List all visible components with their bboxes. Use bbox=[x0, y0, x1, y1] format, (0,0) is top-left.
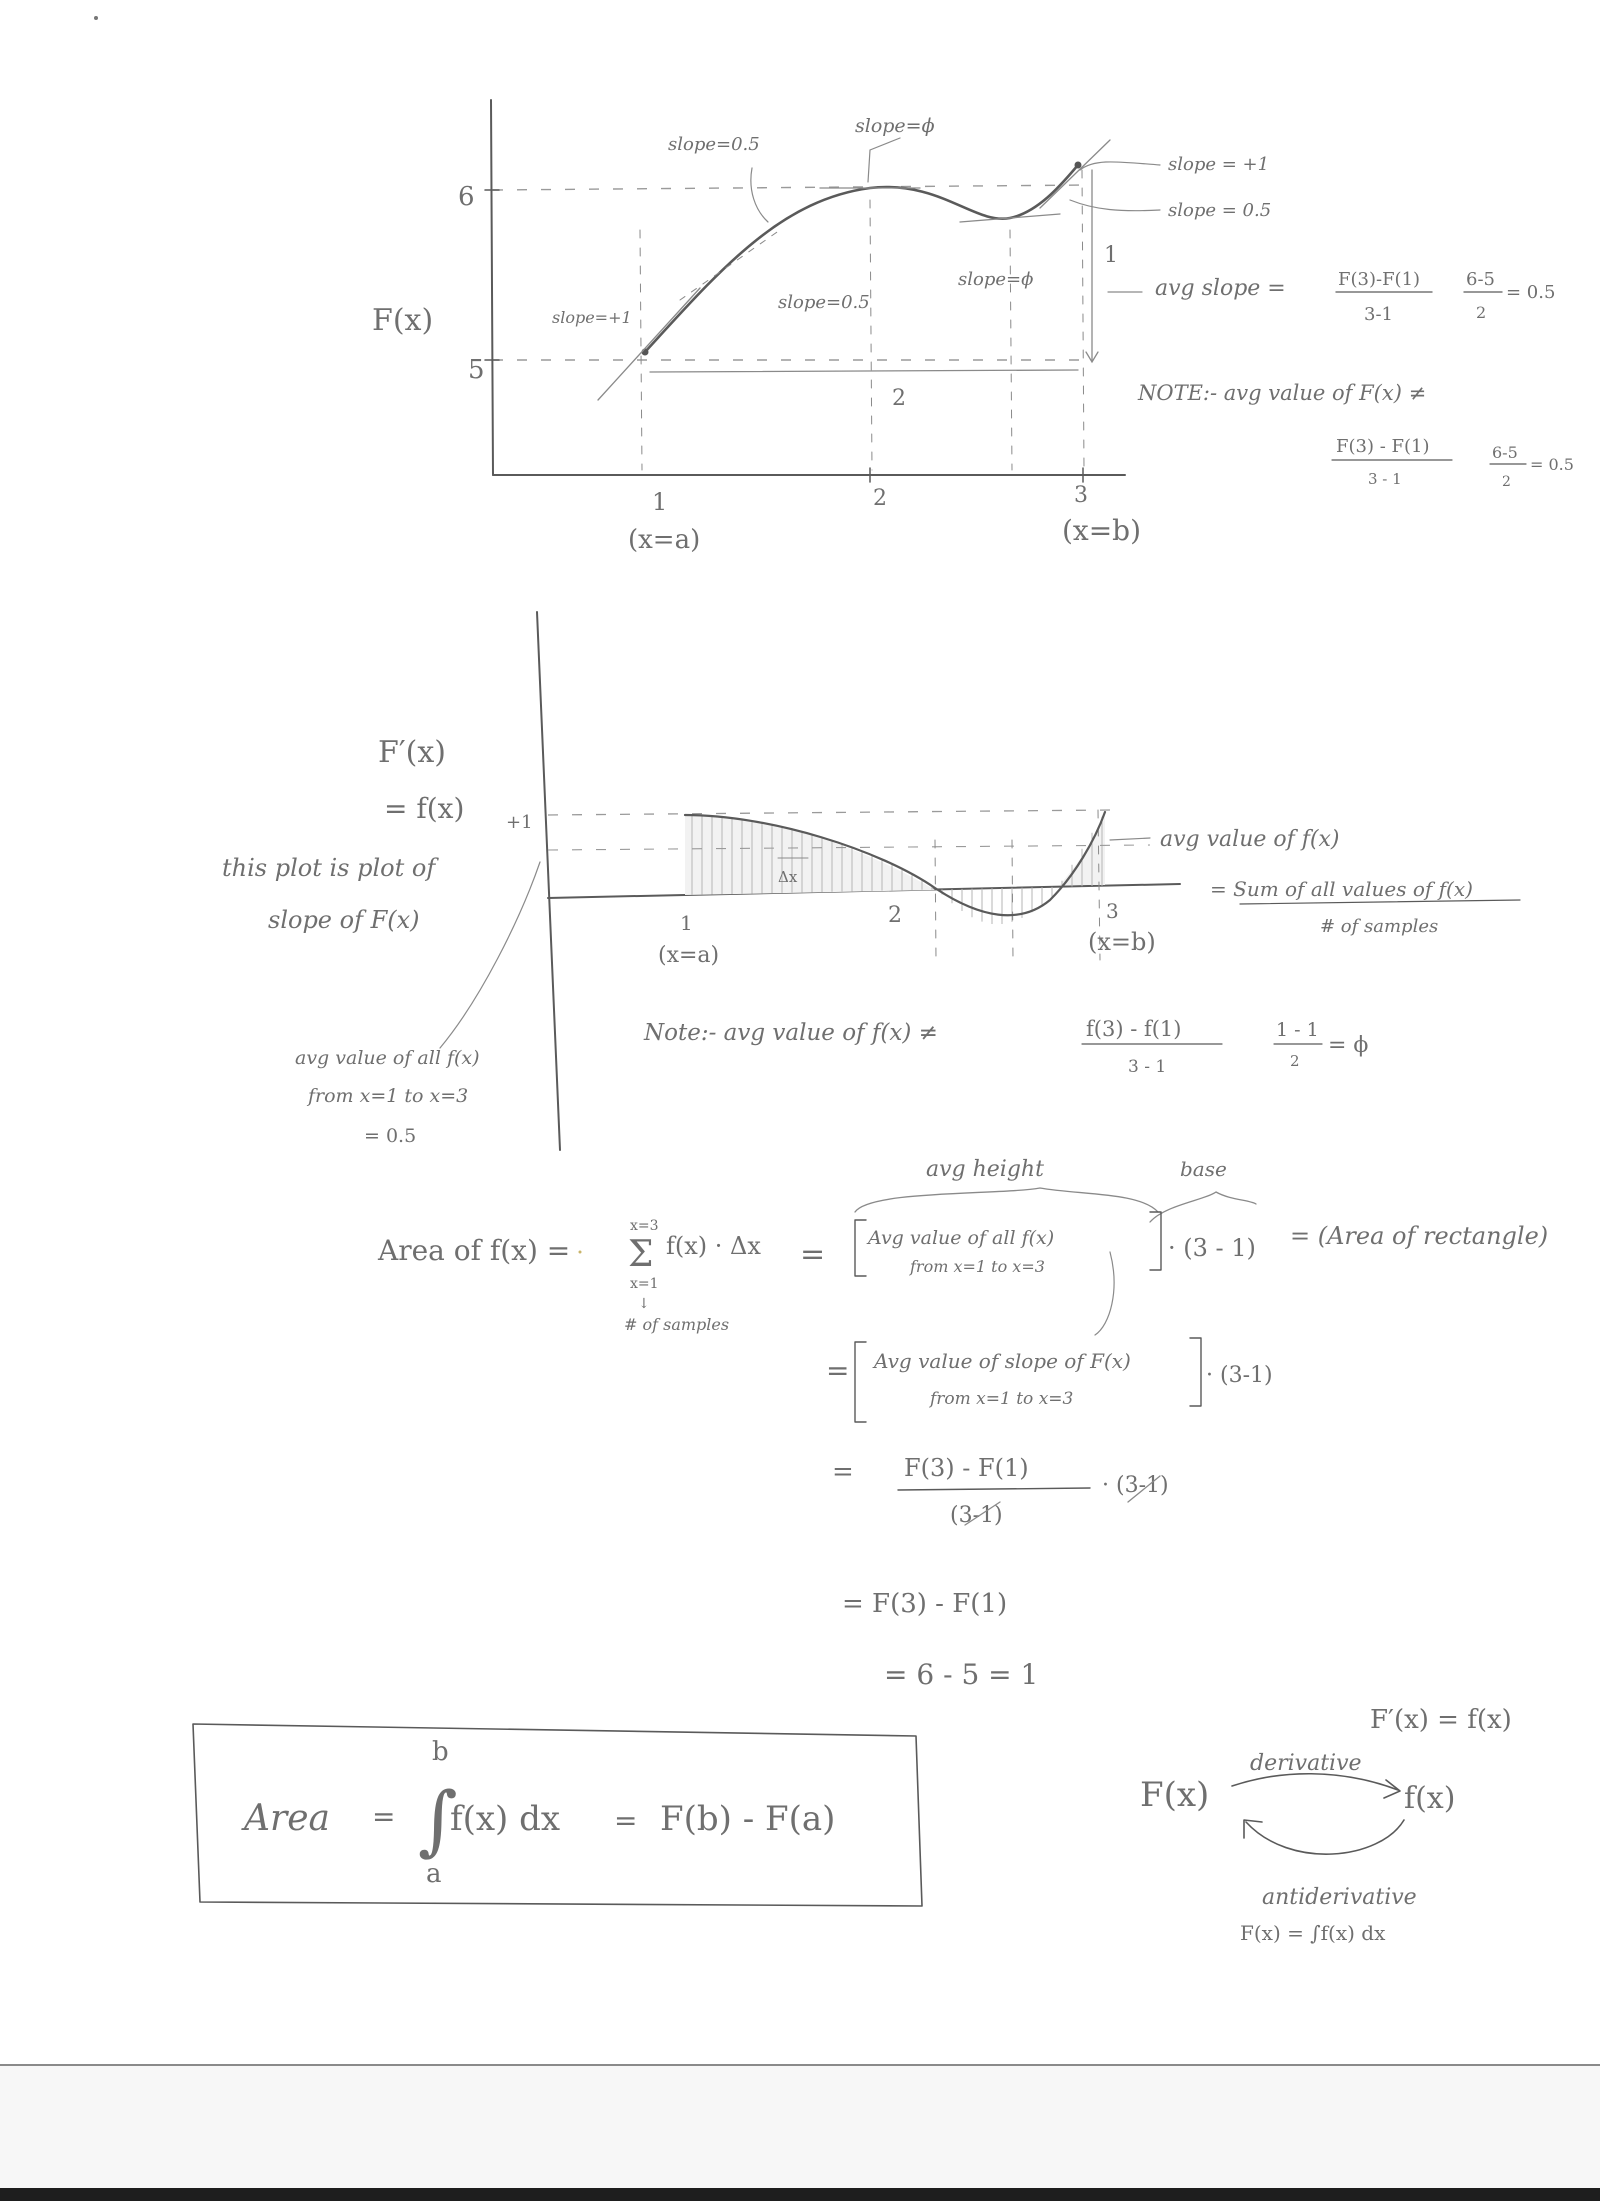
graph1-label-slope-bottom-left: slope=+1 bbox=[552, 308, 632, 327]
diagram-top-label: F′(x) = f(x) bbox=[1370, 1705, 1512, 1735]
derivation-line5: = 6 - 5 = 1 bbox=[884, 1658, 1039, 1691]
graph1-note-text: NOTE:- avg value of F(x) ≠ bbox=[1138, 381, 1427, 405]
derivation-eq2: = bbox=[826, 1354, 850, 1387]
graph1-tangent-left bbox=[598, 288, 700, 400]
graph1-guide-x1 bbox=[640, 230, 642, 470]
diagram-right-node: f(x) bbox=[1404, 1781, 1456, 1816]
theorem-eq1: = bbox=[372, 1800, 396, 1833]
graph1-x-tick-1: 1 bbox=[652, 488, 668, 516]
graph1-note-num: F(3) - F(1) bbox=[1336, 436, 1430, 457]
graph-F-of-x bbox=[372, 100, 1574, 555]
derivation-eq3: = bbox=[832, 1457, 854, 1487]
theorem-rhs: F(b) - F(a) bbox=[660, 1799, 836, 1839]
graph2-y-label-2: = f(x) bbox=[384, 792, 465, 825]
derivation-bracket1-left bbox=[855, 1220, 866, 1276]
diagram-bottom-arrow-label: antiderivative bbox=[1262, 1885, 1417, 1910]
diagram-antiderivative-arrow bbox=[1246, 1820, 1404, 1854]
theorem-lower-limit: a bbox=[426, 1859, 442, 1889]
graph2-bottom-note-1: avg value of all f(x) bbox=[295, 1047, 480, 1069]
graph2-x-tick-3: 3 bbox=[1106, 899, 1119, 923]
graph1-avg-slope-num2: 6-5 bbox=[1466, 269, 1495, 290]
derivation-bracket2-line1: Avg value of slope of F(x) bbox=[874, 1349, 1131, 1373]
diagram-derivative-arrow bbox=[1232, 1774, 1398, 1790]
graph1-note-den: 3 - 1 bbox=[1368, 470, 1402, 488]
graph1-arrow-slope0 bbox=[868, 138, 900, 182]
graph1-guide-x2 bbox=[870, 200, 872, 470]
graph2-bottom-note-2: from x=1 to x=3 bbox=[308, 1085, 469, 1107]
graph2-note-den2: 2 bbox=[1290, 1052, 1300, 1070]
graph2-x-tick-1: 1 bbox=[680, 911, 693, 935]
graph1-note-num2: 6-5 bbox=[1492, 443, 1518, 462]
graph1-y-axis bbox=[491, 100, 493, 475]
graph1-avg-slope-num: F(3)-F(1) bbox=[1338, 269, 1421, 290]
derivation-sum-bottom: x=1 bbox=[630, 1276, 659, 1292]
graph1-arrow-slope05 bbox=[751, 168, 768, 222]
graph2-y-label-1: F′(x) bbox=[378, 735, 446, 770]
graph1-x-b-label: (x=b) bbox=[1062, 514, 1142, 547]
derivation-sum-top: x=3 bbox=[630, 1218, 659, 1234]
scan-speck bbox=[94, 16, 98, 20]
derivation-lhs: Area of f(x) = bbox=[378, 1234, 571, 1267]
graph2-side-note-1: this plot is plot of bbox=[222, 854, 436, 882]
graph2-note-result: = ϕ bbox=[1328, 1033, 1369, 1058]
graph1-run-label: 2 bbox=[892, 386, 906, 411]
graph1-guide-y6 bbox=[493, 185, 1090, 190]
derivation-base-brace bbox=[1150, 1192, 1256, 1222]
graph1-x-tick-2: 2 bbox=[873, 486, 887, 511]
graph1-y-tick-5: 5 bbox=[468, 355, 485, 385]
theorem-upper-limit: b bbox=[432, 1737, 449, 1767]
derivation-line4: = F(3) - F(1) bbox=[842, 1589, 1008, 1619]
diagram-derivative-arrowhead bbox=[1384, 1780, 1400, 1798]
derivation-bracket2-line2: from x=1 to x=3 bbox=[930, 1389, 1074, 1409]
graph1-avg-slope-result: = 0.5 bbox=[1506, 282, 1556, 303]
graph1-x-a-label: (x=a) bbox=[628, 525, 701, 555]
graph2-note-num2: 1 - 1 bbox=[1276, 1019, 1319, 1041]
graph2-note-den: 3 - 1 bbox=[1128, 1057, 1167, 1077]
derivation-bracket1-line2: from x=1 to x=3 bbox=[910, 1257, 1045, 1276]
derivative-antiderivative-diagram bbox=[1140, 1705, 1512, 1945]
diagram-left-node: F(x) bbox=[1140, 1775, 1210, 1815]
graph2-y-tick-plus1: +1 bbox=[506, 812, 533, 833]
graph2-note-num: f(3) - f(1) bbox=[1086, 1017, 1182, 1041]
graph2-guide-x2 bbox=[935, 840, 936, 960]
graph1-avg-slope-prefix: avg slope = bbox=[1155, 276, 1286, 301]
derivation-rect-label: = (Area of rectangle) bbox=[1290, 1222, 1549, 1250]
theorem-area-label: Area bbox=[244, 1798, 330, 1839]
derivation-arrow-down bbox=[1095, 1252, 1114, 1335]
derivation-base: base bbox=[1180, 1157, 1227, 1181]
derivation-frac3-num: F(3) - F(1) bbox=[904, 1454, 1029, 1482]
graph1-point-b bbox=[1075, 162, 1082, 169]
derivation-times-base2: · (3-1) bbox=[1206, 1363, 1273, 1388]
graph1-label-slope-left-top: slope=0.5 bbox=[668, 134, 760, 155]
graph2-arrow-avg bbox=[1110, 838, 1150, 840]
graph1-run-line bbox=[650, 370, 1078, 372]
graph1-label-slope-top: slope=ϕ bbox=[855, 115, 935, 137]
graph1-secant bbox=[680, 230, 780, 300]
graph1-tangent-right bbox=[1040, 140, 1110, 208]
graph1-arrow-slope05b bbox=[1070, 200, 1160, 211]
graph1-avg-slope-den: 3-1 bbox=[1364, 304, 1393, 325]
derivation-bracket1-line1: Avg value of all f(x) bbox=[868, 1227, 1055, 1249]
derivation-samples-label: # of samples bbox=[624, 1315, 730, 1334]
graph1-label-slope-right-2: slope = 0.5 bbox=[1168, 200, 1272, 221]
derivation-samples-arrow: ↓ bbox=[638, 1296, 650, 1312]
graph1-x-tick-3: 3 bbox=[1074, 483, 1088, 508]
graph1-curve bbox=[645, 165, 1078, 352]
area-derivation bbox=[377, 1157, 1548, 1691]
diagram-top-arrow-label: derivative bbox=[1250, 1751, 1362, 1776]
graph2-dx-label: Δx bbox=[778, 868, 798, 886]
graph2-avg-num: = Sum of all values of f(x) bbox=[1210, 877, 1473, 901]
graph2-side-note-2: slope of F(x) bbox=[268, 906, 420, 934]
graph1-avg-slope-den2: 2 bbox=[1476, 303, 1487, 322]
graph1-y-axis-label: F(x) bbox=[372, 303, 434, 338]
derivation-times-base3: · (3-1) bbox=[1102, 1473, 1169, 1498]
graph-f-of-x bbox=[222, 612, 1520, 1150]
graph1-rise-label: 1 bbox=[1104, 243, 1118, 268]
graph2-x-tick-2: 2 bbox=[888, 903, 902, 928]
derivation-sum-body: f(x) · Δx bbox=[666, 1232, 761, 1260]
scan-speck bbox=[579, 1251, 582, 1254]
graph1-tangent-mid bbox=[960, 214, 1060, 222]
graph2-bottom-note-3: = 0.5 bbox=[364, 1125, 417, 1147]
graph2-guide-plus1 bbox=[548, 810, 1110, 815]
graph1-note-result: = 0.5 bbox=[1530, 455, 1574, 474]
graph1-guide-x25 bbox=[1010, 230, 1012, 470]
graph2-x-b-label: (x=b) bbox=[1088, 928, 1156, 956]
graph2-avg-den: # of samples bbox=[1320, 916, 1439, 937]
derivation-avg-height-brace bbox=[855, 1188, 1158, 1212]
graph2-avg-label: avg value of f(x) bbox=[1160, 827, 1340, 852]
derivation-frac3-den: (3-1) bbox=[950, 1503, 1003, 1528]
derivation-eq1: = bbox=[800, 1237, 826, 1272]
derivation-bracket2-right bbox=[1190, 1338, 1201, 1406]
graph1-guide-x3 bbox=[1082, 170, 1084, 470]
theorem-integral-symbol: ∫ bbox=[418, 1775, 458, 1864]
theorem-integrand: f(x) dx bbox=[450, 1799, 561, 1839]
diagram-bottom-label: F(x) = ∫f(x) dx bbox=[1240, 1921, 1386, 1945]
derivation-frac3-bar bbox=[898, 1488, 1090, 1490]
graph2-arrow-bottom-note bbox=[440, 862, 540, 1048]
derivation-times-base: · (3 - 1) bbox=[1168, 1234, 1256, 1262]
graph2-y-axis bbox=[537, 612, 560, 1150]
graph1-arrow-slope1 bbox=[1080, 162, 1160, 170]
scan-bottom-edge bbox=[0, 2188, 1600, 2201]
derivation-avg-height: avg height bbox=[926, 1157, 1044, 1182]
theorem-eq2: = bbox=[614, 1804, 638, 1837]
derivation-bracket2-left bbox=[855, 1342, 866, 1422]
graph1-label-slope-mid-right: slope=ϕ bbox=[958, 269, 1034, 290]
scan-bottom-margin bbox=[0, 2064, 1600, 2201]
graph1-y-tick-6: 6 bbox=[458, 182, 475, 212]
graph1-label-slope-right-1: slope = +1 bbox=[1168, 154, 1270, 175]
derivation-sum-symbol: Σ bbox=[628, 1234, 654, 1275]
graph1-label-slope-mid-left: slope=0.5 bbox=[778, 292, 870, 313]
graph2-guide-x25 bbox=[1012, 840, 1013, 960]
graph1-note-den2: 2 bbox=[1502, 474, 1511, 490]
graph2-note-prefix: Note:- avg value of f(x) ≠ bbox=[644, 1020, 938, 1046]
fundamental-theorem-box bbox=[193, 1724, 922, 1906]
graph2-x-a-label: (x=a) bbox=[658, 943, 720, 968]
